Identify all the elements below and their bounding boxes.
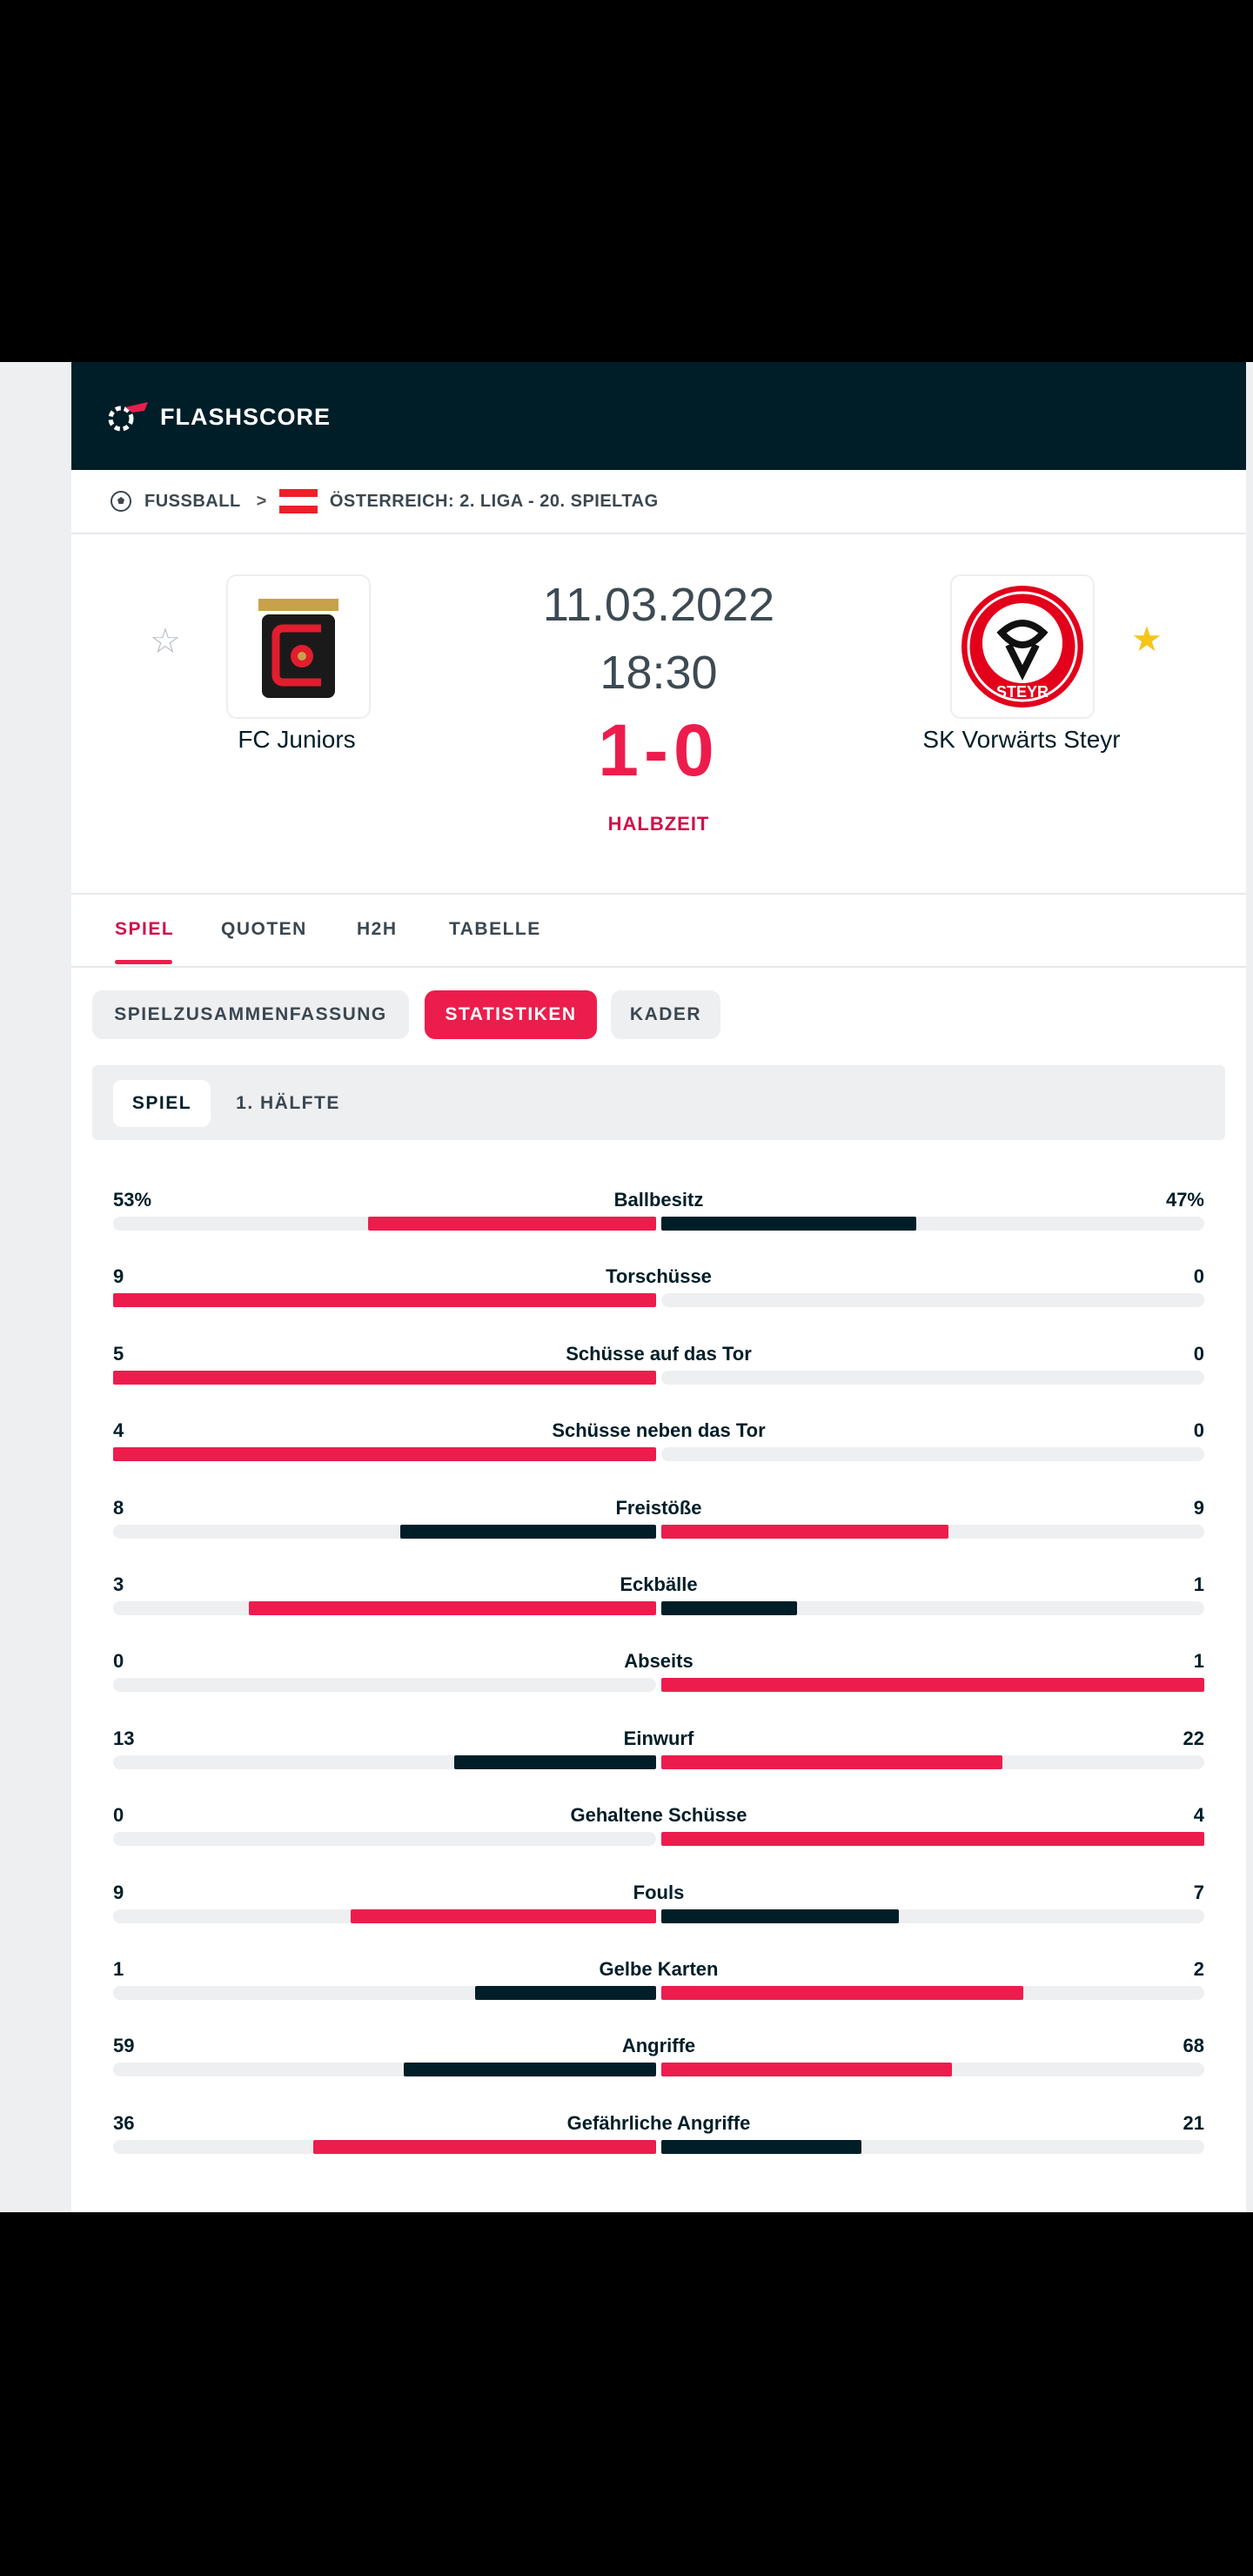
stat-away-value: 0	[1193, 1419, 1204, 1441]
stat-home-bar	[113, 1293, 656, 1307]
stat-category: Eckbälle	[620, 1573, 698, 1595]
stat-home-value: 59	[113, 2035, 135, 2056]
stat-row	[113, 1882, 1204, 1934]
stat-away-bar	[661, 1678, 1204, 1692]
stat-away-bar	[661, 1525, 948, 1539]
match-time: 18:30	[600, 647, 718, 699]
stat-home-bar	[475, 1986, 656, 2000]
stat-away-value: 7	[1193, 1882, 1204, 1903]
stat-away-bar	[661, 1755, 1002, 1769]
away-team-logo[interactable]	[950, 574, 1095, 719]
stat-row	[113, 1650, 1204, 1702]
stat-home-track	[113, 1832, 656, 1846]
stat-home-value: 53%	[113, 1189, 152, 1211]
stat-home-track	[113, 1986, 656, 2000]
breadcrumb-sport[interactable]: FUSSBALL	[144, 491, 241, 511]
breadcrumb-competition[interactable]: ÖSTERREICH: 2. LIGA - 20. SPIELTAG	[329, 491, 659, 511]
stat-away-track	[661, 1755, 1204, 1769]
stat-home-track	[113, 1678, 656, 1692]
stat-away-bar	[661, 1909, 899, 1923]
away-team-name[interactable]: SK Vorwärts Steyr	[922, 726, 1121, 753]
stat-away-track	[661, 2063, 1204, 2076]
stat-home-value: 9	[113, 1265, 124, 1287]
stat-away-value: 47%	[1165, 1189, 1204, 1211]
stat-home-bar	[113, 1371, 656, 1385]
stat-away-track	[661, 1601, 1204, 1615]
stat-category: Gelbe Karten	[599, 1958, 719, 1980]
stat-row	[113, 2112, 1204, 2164]
stat-category: Freistöße	[615, 1497, 702, 1519]
stat-away-value: 2	[1193, 1958, 1204, 1980]
stat-away-value: 1	[1193, 1650, 1204, 1672]
stat-row	[113, 1497, 1204, 1549]
stat-row	[113, 1958, 1204, 2010]
stat-home-value: 8	[113, 1497, 124, 1519]
stat-away-track	[661, 1371, 1204, 1385]
match-score: 1-0	[598, 709, 720, 791]
stat-home-bar	[400, 1525, 656, 1539]
brand-header	[71, 362, 1246, 470]
stat-home-bar	[368, 1217, 656, 1231]
tab-h2h[interactable]: H2H	[357, 919, 398, 939]
stat-home-track	[113, 1601, 656, 1615]
stat-home-bar	[404, 2063, 656, 2076]
breadcrumb	[71, 470, 1246, 534]
stat-home-bar	[351, 1909, 656, 1923]
stat-row	[113, 1189, 1204, 1241]
stat-home-track	[113, 1217, 656, 1231]
stat-home-track	[113, 2140, 656, 2154]
stat-away-bar	[661, 2063, 952, 2076]
page-background-right	[1246, 362, 1253, 2212]
stat-away-value: 0	[1193, 1265, 1204, 1287]
stat-category: Ballbesitz	[613, 1189, 704, 1211]
stat-away-track	[661, 1525, 1204, 1539]
stat-home-track	[113, 1909, 656, 1923]
stat-away-track	[661, 1447, 1204, 1461]
stat-away-bar	[661, 1601, 797, 1615]
bottom-black-area	[0, 2212, 1253, 2576]
pill-kader[interactable]: KADER	[611, 990, 720, 1039]
stat-row	[113, 1343, 1204, 1395]
stat-home-value: 1	[113, 1958, 124, 1980]
breadcrumb-separator: >	[256, 491, 267, 511]
stat-row	[113, 1265, 1204, 1318]
period-subtabs	[92, 1065, 1225, 1140]
pill-spielzusammenfassung[interactable]: SPIELZUSAMMENFASSUNG	[92, 990, 409, 1039]
stat-category: Abseits	[624, 1650, 694, 1672]
stat-home-track	[113, 1447, 656, 1461]
stat-home-track	[113, 1371, 656, 1385]
stat-home-value: 13	[113, 1727, 135, 1749]
stat-away-track	[661, 1293, 1204, 1307]
stat-home-value: 4	[113, 1419, 124, 1441]
stat-away-value: 22	[1183, 1727, 1204, 1749]
match-tabs	[71, 893, 1246, 968]
stat-row	[113, 1804, 1204, 1856]
soccer-ball-icon	[110, 490, 132, 513]
stat-home-bar	[313, 2140, 656, 2154]
match-date: 11.03.2022	[542, 579, 775, 631]
tab-tabelle[interactable]: TABELLE	[449, 919, 541, 939]
match-card	[71, 362, 1246, 2212]
flashscore-logo-icon	[106, 400, 150, 433]
tab-quoten[interactable]: QUOTEN	[221, 919, 307, 939]
home-team-name[interactable]: FC Juniors	[238, 726, 356, 753]
page-background-left	[0, 362, 71, 2212]
stat-home-value: 9	[113, 1882, 124, 1903]
stat-category: Gefährliche Angriffe	[566, 2112, 751, 2134]
austria-flag-icon	[279, 489, 318, 513]
away-favorite-star-icon[interactable]: ★	[1131, 621, 1163, 659]
stat-away-value: 68	[1183, 2035, 1204, 2056]
stat-away-track	[661, 1986, 1204, 2000]
match-status: HALBZEIT	[607, 813, 710, 835]
subtab-spiel[interactable]: SPIEL	[113, 1080, 211, 1127]
stat-home-value: 0	[113, 1650, 124, 1672]
stat-home-bar	[113, 1447, 656, 1461]
stat-away-track	[661, 1909, 1204, 1923]
stat-away-value: 4	[1193, 1804, 1204, 1826]
stat-away-value: 9	[1193, 1497, 1204, 1519]
stat-category: Torschüsse	[606, 1265, 712, 1287]
stat-row	[113, 2035, 1204, 2087]
brand-name: FLASHSCORE	[160, 403, 332, 430]
stat-home-bar	[249, 1601, 656, 1615]
stat-away-value: 21	[1183, 2112, 1204, 2134]
stat-away-track	[661, 1832, 1204, 1846]
stat-home-value: 3	[113, 1573, 124, 1595]
stat-category: Angriffe	[621, 2035, 696, 2056]
top-black-area	[0, 0, 1253, 362]
stat-category: Einwurf	[623, 1727, 694, 1749]
stat-row	[113, 1727, 1204, 1780]
pill-statistiken[interactable]: STATISTIKEN	[425, 990, 597, 1039]
subtab-erste-haelfte[interactable]: 1. HÄLFTE	[236, 1093, 340, 1113]
stat-away-track	[661, 1678, 1204, 1692]
stat-away-bar	[661, 2140, 861, 2154]
stat-row	[113, 1573, 1204, 1626]
stat-home-value: 36	[113, 2112, 135, 2134]
stat-away-bar	[661, 1832, 1204, 1846]
steyr-logo-text: STEYR	[995, 683, 1049, 701]
flashscore-logo[interactable]	[106, 400, 331, 433]
home-favorite-star-icon[interactable]: ☆	[150, 622, 181, 661]
sk-vorwaerts-steyr-crest-icon	[958, 582, 1087, 711]
stat-away-bar	[661, 1986, 1023, 2000]
stat-category: Schüsse auf das Tor	[566, 1343, 752, 1365]
stat-category: Gehaltene Schüsse	[570, 1804, 747, 1826]
stat-away-value: 0	[1193, 1343, 1204, 1365]
stat-home-track	[113, 1525, 656, 1539]
stat-home-value: 5	[113, 1343, 124, 1365]
stat-home-track	[113, 2063, 656, 2076]
stat-category: Fouls	[633, 1882, 685, 1903]
stat-row	[113, 1419, 1204, 1472]
stat-home-track	[113, 1755, 656, 1769]
tab-spiel[interactable]: SPIEL	[115, 919, 175, 939]
active-tab-indicator	[115, 960, 172, 964]
stat-home-track	[113, 1293, 656, 1307]
stat-away-track	[661, 2140, 1204, 2154]
stat-home-value: 0	[113, 1804, 124, 1826]
stat-away-track	[661, 1217, 1204, 1231]
stat-home-bar	[454, 1755, 656, 1769]
stat-away-bar	[661, 1217, 916, 1231]
stat-category: Schüsse neben das Tor	[552, 1419, 766, 1441]
stat-away-value: 1	[1193, 1573, 1204, 1595]
